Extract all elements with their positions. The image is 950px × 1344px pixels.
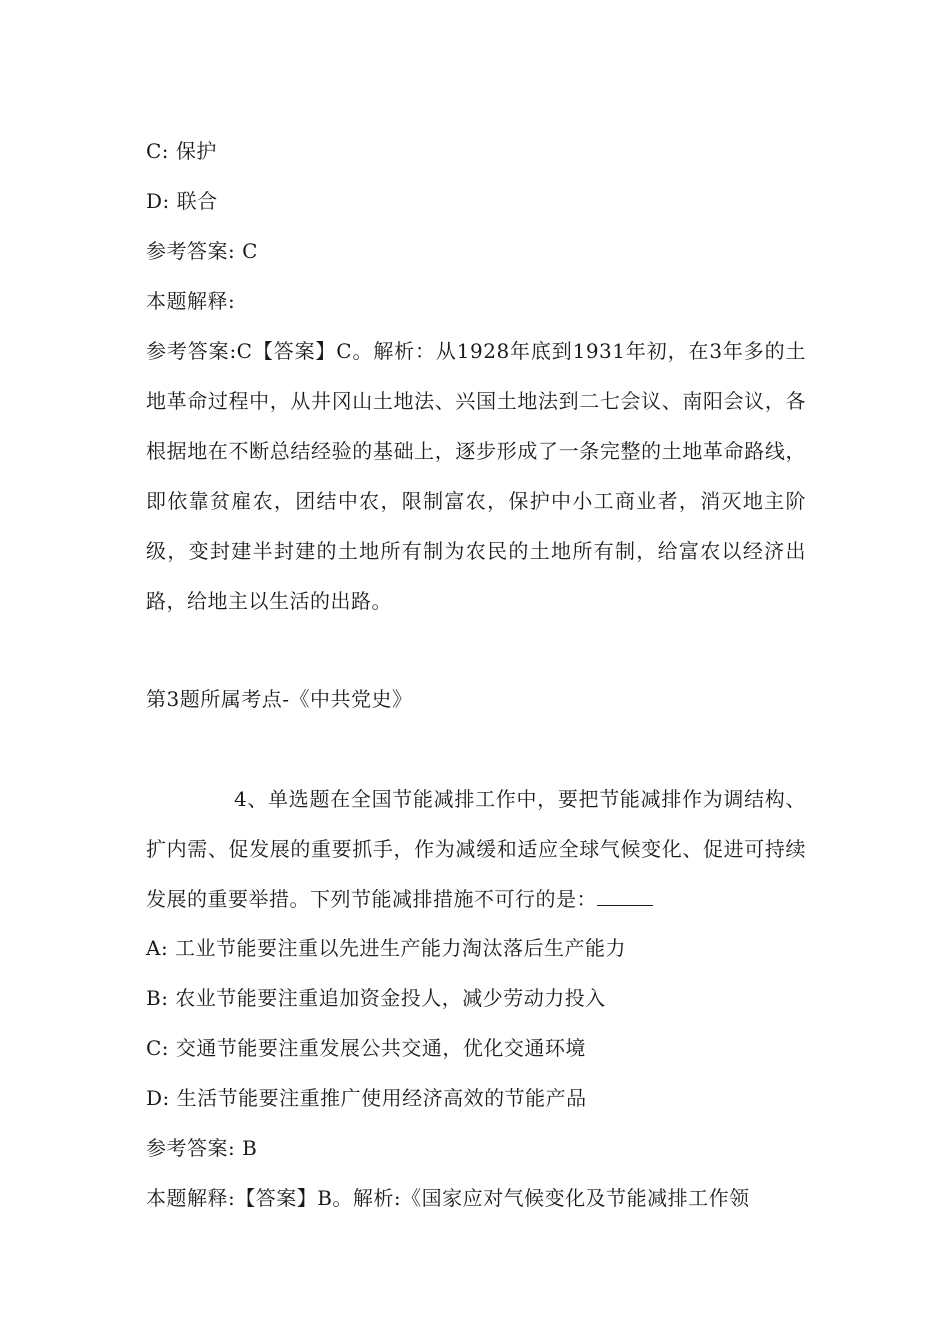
q4-option-a: A: 工业节能要注重以先进生产能力淘汰落后生产能力 [146, 936, 627, 960]
q4-question-text: 4、单选题在全国节能减排工作中，要把节能减排作为调结构、扩内需、促发展的重要抓手，作为减缓和适应全球气候变化、促进可持续发展的重要举措。下列节能减排措施不可行的是： [146, 787, 806, 911]
q3-option-c: C: 保护 [146, 139, 217, 163]
q4-question [146, 774, 806, 924]
q3-option-d: D: 联合 [146, 189, 218, 213]
q4-answer: 参考答案: B [146, 1136, 258, 1160]
q3-answer: 参考答案: C [146, 239, 258, 263]
q3-explanation-label: 本题解释: [146, 289, 236, 313]
q3-topic: 第3题所属考点-《中共党史》 [146, 687, 413, 711]
q4-option-c: C: 交通节能要注重发展公共交通，优化交通环境 [146, 1036, 586, 1060]
q4-explanation: 本题解释:【答案】B。解析:《国家应对气候变化及节能减排工作领 [146, 1186, 750, 1210]
q4-option-d: D: 生活节能要注重推广使用经济高效的节能产品 [146, 1086, 587, 1110]
q3-explanation: 参考答案:C【答案】C。解析：从1928年底到1931年初，在3年多的土地革命过程中，从井冈山土地法、兴国土地法到二七会议、南阳会议，各根据地在不断总结经验的基础上，逐步形成了一条完整的土地革命路线，即依靠贫雇农，团结中农，限制富农，保护中小工商业者，消灭地主阶级，变封建半封建的土地所有制为农民的土地所有制，给富农以经济出路，给地主以生活的出路。 [146, 339, 806, 613]
answer-blank [597, 887, 653, 906]
q4-option-b: B: 农业节能要注重追加资金投人，减少劳动力投入 [146, 986, 606, 1010]
